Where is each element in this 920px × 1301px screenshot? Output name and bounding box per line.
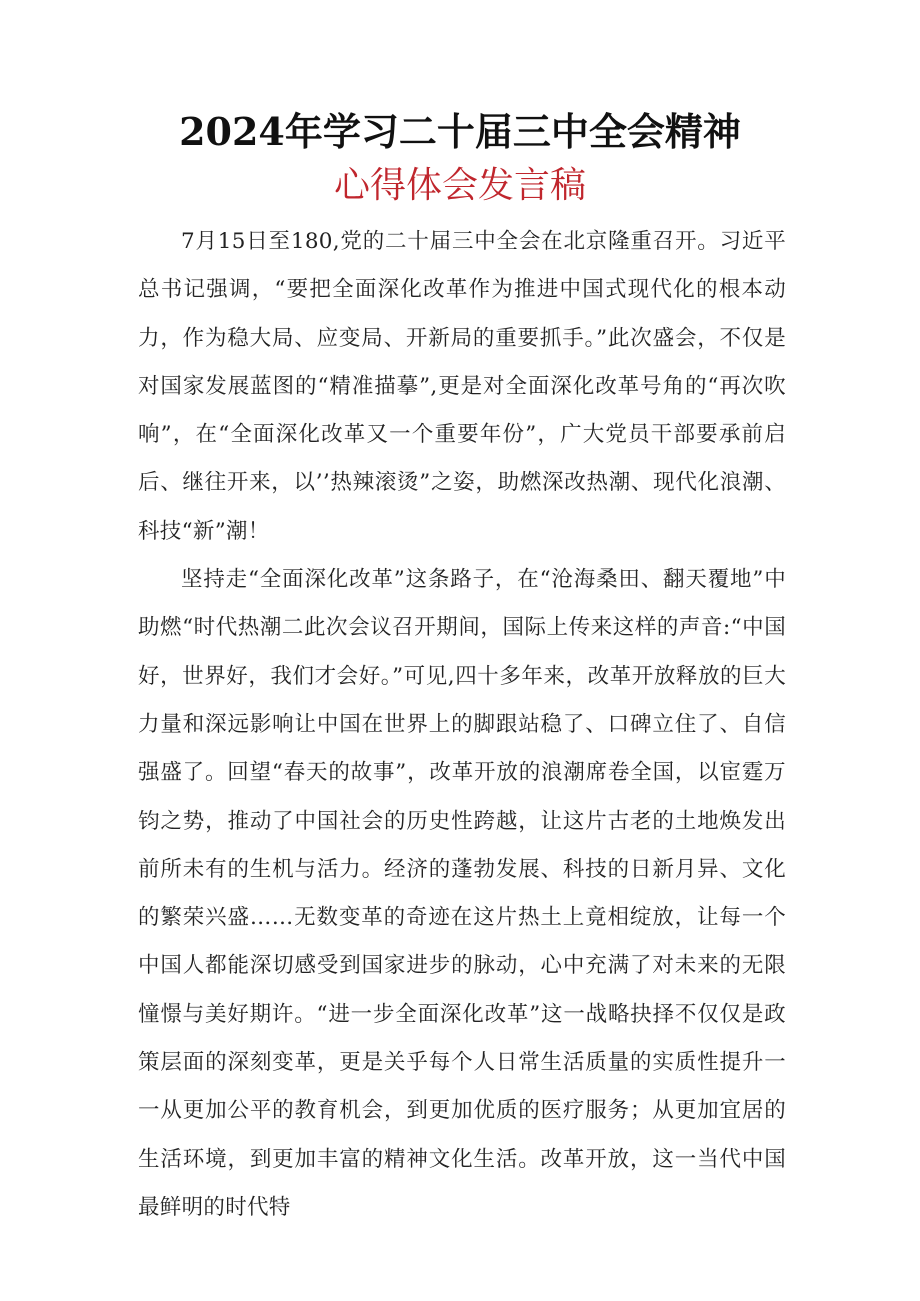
document-subtitle: 心得体会发言稿: [333, 165, 586, 206]
document-title: 2024年学习二十届三中全会精神: [179, 109, 741, 154]
document-body: [138, 218, 786, 1232]
paragraph: 7月15日至180,党的二十届三中全会在北京隆重召开。习近平总书记强调，“要把全面深化改革作为推进中国式现代化的根本动力，作为稳大局、应变局、开新局的重要抓手。”此次盛会，不仅是对国家发展蓝图的“精准描摹”,更是对全面深化改革号角的“再次吹响”，在“全面深化改革又一个重要年份”，广大党员干部要承前启后、继往开来，以’’热辣滚烫”之姿，助燃深改热潮、现代化浪潮、科技“新”潮！: [138, 229, 786, 544]
paragraph: 坚持走“全面深化改革”这条路子，在“沧海桑田、翻天覆地”中助燃“时代热潮二此次会议召开期间，国际上传来这样的声音:“中国好，世界好，我们才会好。”可见,四十多年来，改革开放释放的巨大力量和深远影响让中国在世界上的脚跟站稳了、口碑立住了、自信强盛了。回望“春天的故事”，改革开放的浪潮席卷全国，以宦霆万钧之势，推动了中国社会的历史性跨越，让这片古老的土地焕发出前所未有的生机与活力。经济的蓬勃发展、科技的日新月异、文化的繁荣兴盛……无数变革的奇迹在这片热土上竟相绽放，让每一个中国人都能深切感受到国家进步的脉动，心中充满了对未来的无限憧憬与美好期许。“进一步全面深化改革”这一战略抉择不仅仅是政策层面的深刻变革，更是关乎每个人日常生活质量的实质性提升一一从更加公平的教育机会，到更加优质的医疗服务；从更加宜居的生活环境，到更加丰富的精神文化生活。改革开放，这一当代中国最鲜明的时代特: [138, 567, 786, 1220]
